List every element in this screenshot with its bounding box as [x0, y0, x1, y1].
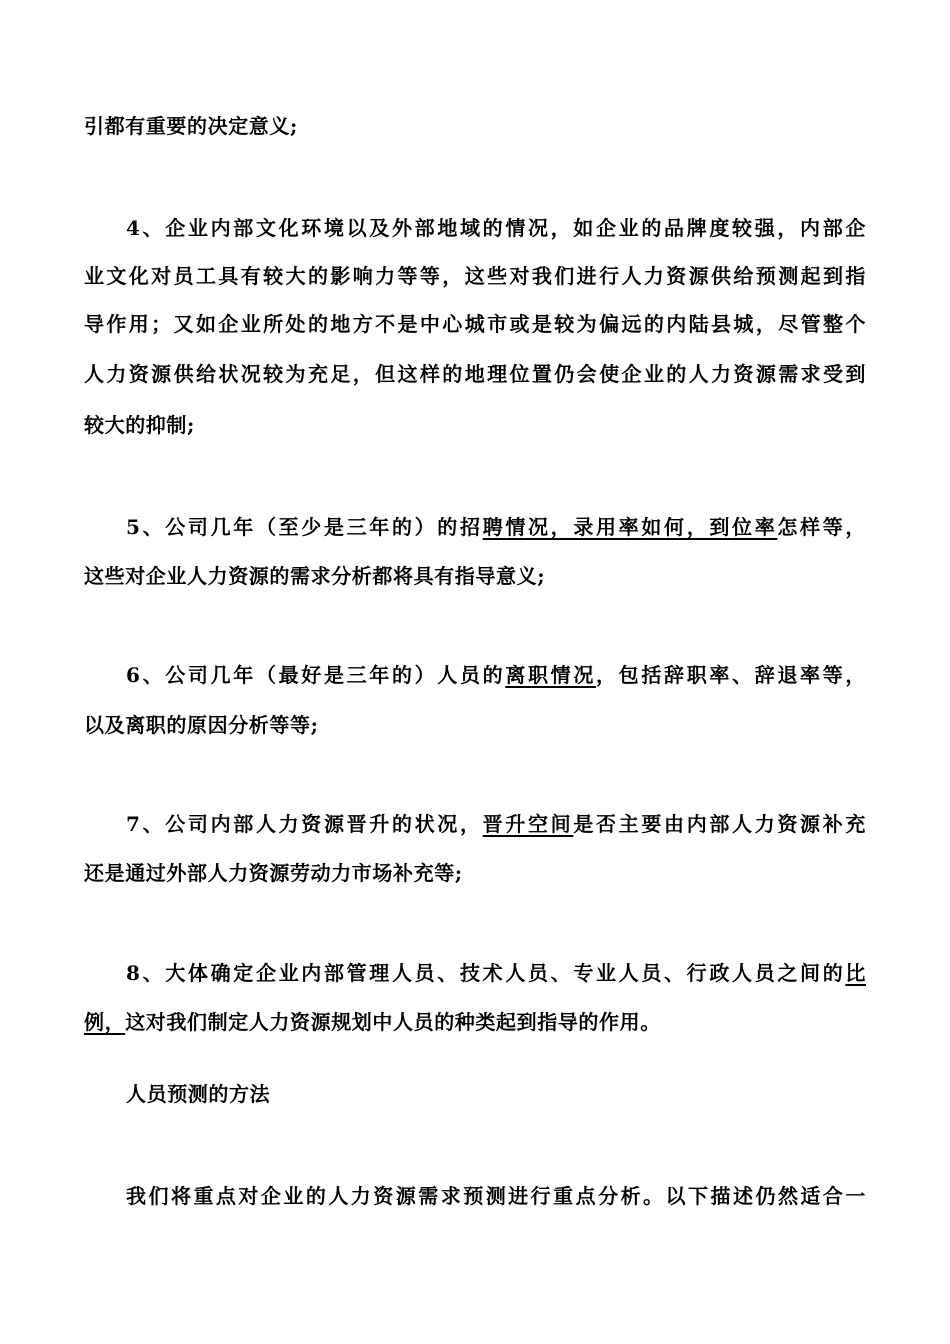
section-heading: 人员预测的方法 — [126, 1082, 271, 1106]
paragraph-line: 业文化对员工具有较大的影响力等等，这些对我们进行人力资源供给预测起到指 — [84, 264, 866, 288]
paragraph-line: 以及离职的原因分析等等; — [84, 713, 319, 737]
underlined-text: 聘情况，录用率如何，到位率 — [482, 515, 778, 539]
paragraph-line: 导作用；又如企业所处的地方不是中心城市或是较为偏远的内陆县城，尽管整个 — [84, 312, 866, 336]
paragraph-line: 较大的抑制; — [84, 413, 195, 437]
paragraph-line: 引都有重要的决定意义; — [84, 114, 298, 138]
paragraph-line: 5、公司几年（至少是三年的）的招聘情况，录用率如何，到位率怎样等， — [126, 515, 867, 539]
paragraph-line: 还是通过外部人力资源劳动力市场补充等; — [84, 861, 463, 885]
paragraph-line: 4、企业内部文化环境以及外部地域的情况，如企业的品牌度较强，内部企 — [126, 216, 866, 240]
paragraph-line: 例，这对我们制定人力资源规划中人员的种类起到指导的作用。 — [84, 1010, 661, 1034]
paragraph-line: 8、大体确定企业内部管理人员、技术人员、专业人员、行政人员之间的比 — [126, 961, 866, 985]
paragraph-line: 7、公司内部人力资源晋升的状况，晋升空间是否主要由内部人力资源补充 — [126, 812, 866, 836]
underlined-text: 比 — [845, 961, 866, 985]
paragraph-line: 人力资源供给状况较为充足，但这样的地理位置仍会使企业的人力资源需求受到 — [84, 362, 866, 386]
underlined-text: 离职情况 — [505, 663, 597, 687]
paragraph-line: 6、公司几年（最好是三年的）人员的离职情况，包括辞职率、辞退率等， — [126, 663, 866, 687]
paragraph-line: 我们将重点对企业的人力资源需求预测进行重点分析。以下描述仍然适合一 — [126, 1184, 866, 1208]
paragraph-line: 这些对企业人力资源的需求分析都将具有指导意义; — [84, 564, 546, 588]
underlined-text: 晋升空间 — [482, 812, 574, 836]
underlined-text: 例， — [84, 1010, 126, 1034]
